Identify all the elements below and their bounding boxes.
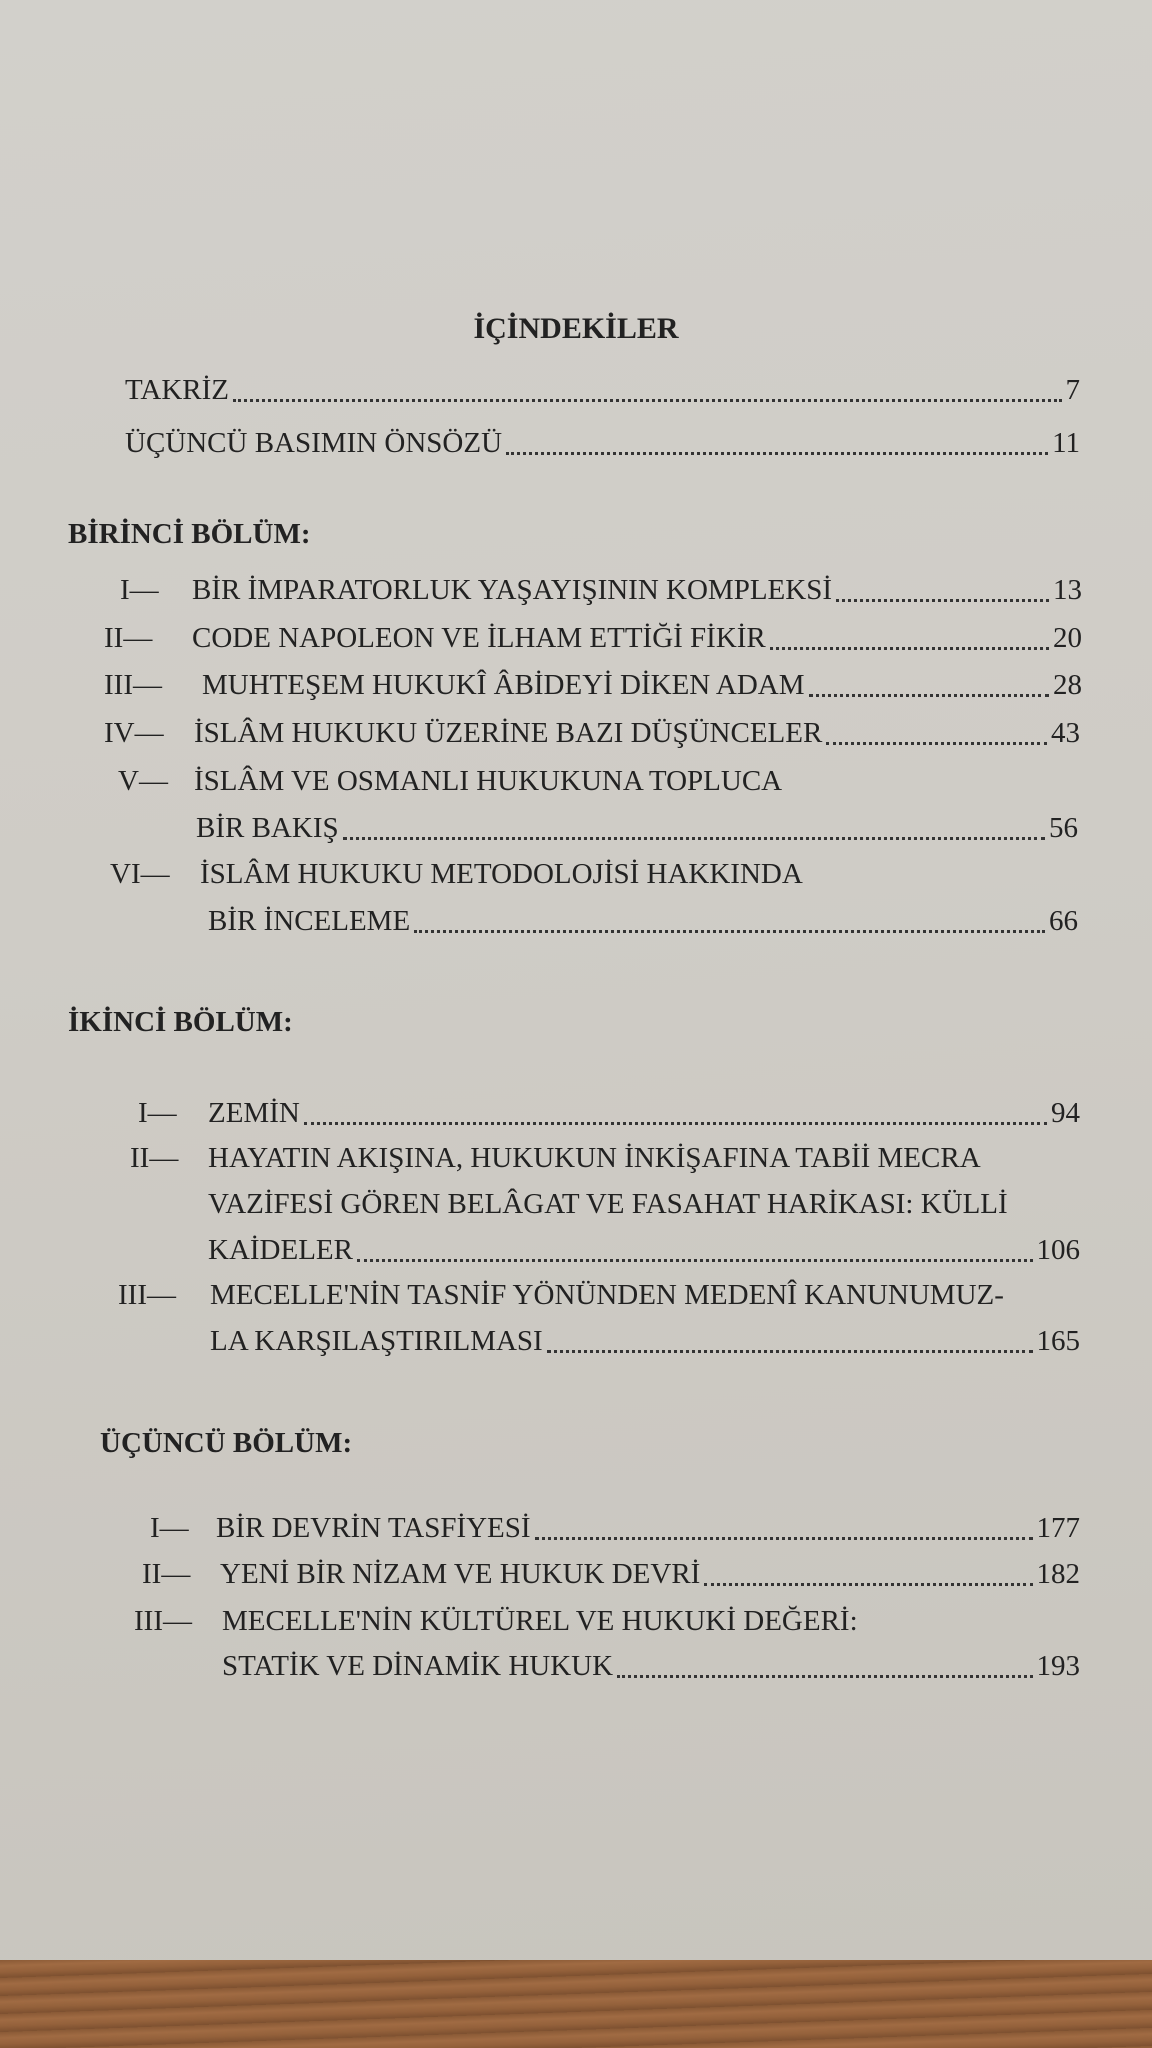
toc-entry: [118, 1277, 1098, 1313]
toc-entry: [118, 763, 1078, 799]
toc-entry: [120, 572, 1082, 608]
leader-dots: [233, 399, 1062, 402]
toc-entry: [142, 1556, 1080, 1592]
toc-page-number: 66: [1049, 905, 1078, 937]
toc-entry: [104, 667, 1082, 703]
toc-entry-continuation: [208, 1186, 1108, 1222]
chapter-number: III—: [134, 1605, 192, 1637]
toc-entry-text: İSLÂM HUKUKU METODOLOJİSİ HAKKINDA: [200, 858, 803, 890]
leader-dots: [506, 452, 1048, 455]
toc-entry-text: STATİK VE DİNAMİK HUKUK: [222, 1650, 614, 1682]
toc-entry-text: İSLÂM VE OSMANLI HUKUKUNA TOPLUCA: [194, 765, 783, 797]
toc-entry: [104, 620, 1082, 656]
leader-dots: [836, 599, 1049, 602]
toc-entry-continuation: [196, 810, 1078, 846]
toc-page-number: 20: [1053, 622, 1082, 654]
toc-entry-text: CODE NAPOLEON VE İLHAM ETTİĞİ FİKİR: [192, 622, 766, 654]
toc-page-number: 11: [1052, 427, 1080, 459]
toc-page-number: 106: [1036, 1234, 1080, 1266]
toc-entry-text: ÜÇÜNCÜ BASIMIN ÖNSÖZÜ: [125, 427, 503, 459]
toc-entry-text: BİR DEVRİN TASFİYESİ: [216, 1512, 531, 1544]
toc-entry-text: BİR İMPARATORLUK YAŞAYIŞININ KOMPLEKSİ: [192, 574, 832, 606]
toc-page-number: 182: [1036, 1558, 1080, 1590]
toc-entry-text: BİR İNCELEME: [208, 905, 411, 937]
toc-entry-text: ZEMİN: [208, 1097, 300, 1129]
leader-dots: [617, 1675, 1032, 1678]
leader-dots: [704, 1583, 1032, 1586]
toc-entry-text: YENİ BİR NİZAM VE HUKUK DEVRİ: [220, 1558, 701, 1590]
wooden-table-edge: [0, 1960, 1152, 2048]
toc-entry: [125, 425, 1080, 461]
chapter-number: IV—: [104, 717, 164, 749]
leader-dots: [547, 1350, 1033, 1353]
leader-dots: [826, 742, 1047, 745]
toc-entry: [134, 1603, 1080, 1639]
toc-page-number: 13: [1053, 574, 1082, 606]
chapter-number: VI—: [110, 858, 170, 890]
toc-entry: [138, 1095, 1080, 1131]
page-title: İÇİNDEKİLER: [473, 312, 679, 345]
toc-page-number: 94: [1051, 1097, 1080, 1129]
toc-entry-text: MUHTEŞEM HUKUKÎ ÂBİDEYİ DİKEN ADAM: [202, 669, 805, 701]
chapter-number: I—: [120, 574, 159, 606]
toc-page-number: 193: [1036, 1650, 1080, 1682]
toc-page-number: 165: [1036, 1325, 1080, 1357]
section-heading: İKİNCİ BÖLÜM:: [68, 1006, 293, 1038]
toc-entry: [104, 715, 1080, 751]
chapter-number: III—: [104, 669, 162, 701]
toc-entry-text: TAKRİZ: [125, 374, 229, 406]
chapter-number: III—: [118, 1279, 176, 1311]
chapter-number: I—: [138, 1097, 177, 1129]
toc-entry-continuation: [222, 1648, 1080, 1684]
toc-entry-text: BİR BAKIŞ: [196, 812, 339, 844]
toc-page-number: 7: [1065, 374, 1080, 406]
leader-dots: [809, 694, 1049, 697]
chapter-number: V—: [118, 765, 168, 797]
toc-entry-text: İSLÂM HUKUKU ÜZERİNE BAZI DÜŞÜNCELER: [194, 717, 823, 749]
leader-dots: [414, 930, 1045, 933]
toc-entry-text: MECELLE'NİN KÜLTÜREL VE HUKUKİ DEĞERİ:: [222, 1605, 858, 1637]
toc-entry-continuation: [210, 1323, 1080, 1359]
leader-dots: [343, 837, 1045, 840]
toc-page-number: 177: [1036, 1512, 1080, 1544]
toc-entry-text: VAZİFESİ GÖREN BELÂGAT VE FASAHAT HARİKASI: KÜLLİ: [208, 1188, 1008, 1220]
chapter-number: II—: [130, 1142, 179, 1174]
chapter-number: II—: [104, 622, 153, 654]
toc-entry-text: LA KARŞILAŞTIRILMASI: [210, 1325, 543, 1357]
toc-page-number: 56: [1049, 812, 1078, 844]
toc-entry: [150, 1510, 1080, 1546]
leader-dots: [304, 1122, 1047, 1125]
toc-entry: [125, 372, 1080, 408]
toc-page-number: 43: [1051, 717, 1080, 749]
chapter-number: I—: [150, 1512, 189, 1544]
toc-entry-text: HAYATIN AKIŞINA, HUKUKUN İNKİŞAFINA TABİİ MECRA: [208, 1142, 981, 1174]
leader-dots: [357, 1259, 1033, 1262]
toc-page-number: 28: [1053, 669, 1082, 701]
section-heading: ÜÇÜNCÜ BÖLÜM:: [100, 1427, 353, 1459]
toc-entry-continuation: [208, 903, 1078, 939]
toc-entry-text: KAİDELER: [208, 1234, 353, 1266]
toc-entry-continuation: [208, 1232, 1080, 1268]
leader-dots: [535, 1537, 1033, 1540]
toc-entry-text: MECELLE'NİN TASNİF YÖNÜNDEN MEDENÎ KANUNUMUZ-: [210, 1279, 1004, 1311]
toc-entry: [110, 856, 1078, 892]
section-heading: BİRİNCİ BÖLÜM:: [68, 518, 311, 550]
leader-dots: [770, 647, 1049, 650]
toc-entry: [130, 1140, 1090, 1176]
chapter-number: II—: [142, 1558, 191, 1590]
